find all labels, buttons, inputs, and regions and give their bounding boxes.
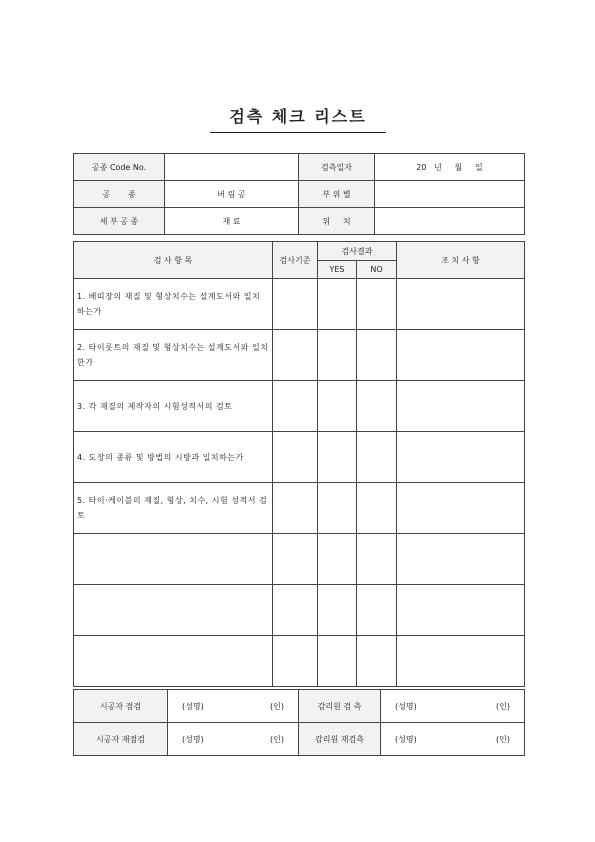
table-row (74, 483, 525, 534)
standard-cell[interactable] (273, 432, 318, 483)
sub-work-label: 세 부 공 종 (74, 208, 165, 235)
work-type-label: 공 종 (74, 181, 165, 208)
seal-label: (인) (270, 701, 284, 711)
action-cell[interactable] (397, 432, 525, 483)
signature-row-1 (74, 690, 525, 723)
standard-cell[interactable] (273, 330, 318, 381)
yes-cell[interactable] (318, 381, 357, 432)
table-row (74, 279, 525, 330)
checklist-item-text: 2. 타이롯트의 재질 및 형상치수는 설계도서와 일치한가 (74, 330, 273, 381)
checklist-item-text (74, 585, 273, 636)
yes-cell[interactable] (318, 534, 357, 585)
supervisor-reinspect-sign[interactable] (381, 723, 525, 756)
supervisor-inspect-label: 감리원 검 측 (299, 690, 381, 723)
action-cell[interactable] (397, 381, 525, 432)
standard-cell[interactable] (273, 534, 318, 585)
no-cell[interactable] (357, 279, 397, 330)
work-type-value[interactable]: 버 림 공 (165, 181, 299, 208)
no-cell[interactable] (357, 534, 397, 585)
checklist-header-row (74, 242, 525, 261)
page-title: 검측 체크 리스트 (210, 104, 386, 133)
yes-cell[interactable] (318, 636, 357, 687)
work-code-value[interactable] (165, 154, 299, 181)
sign-name-label: (성명) (395, 701, 417, 711)
signature-row-2 (74, 723, 525, 756)
seal-label: (인) (270, 734, 284, 744)
standard-cell[interactable] (273, 585, 318, 636)
info-row-code (74, 154, 525, 181)
contractor-recheck-sign[interactable] (168, 723, 299, 756)
table-row (74, 585, 525, 636)
checklist-body (74, 279, 525, 687)
action-cell[interactable] (397, 534, 525, 585)
action-cell[interactable] (397, 279, 525, 330)
table-row (74, 636, 525, 687)
no-cell[interactable] (357, 432, 397, 483)
sign-name-label: (성명) (182, 701, 204, 711)
action-cell[interactable] (397, 483, 525, 534)
checklist-item-text (74, 534, 273, 585)
checklist-item-text: 5. 타이·케이블의 재질, 형상, 치수, 시험 성적서 검토 (74, 483, 273, 534)
standard-cell[interactable] (273, 381, 318, 432)
no-cell[interactable] (357, 585, 397, 636)
yes-cell[interactable] (318, 483, 357, 534)
action-cell[interactable] (397, 330, 525, 381)
header-item: 검 사 항 목 (74, 242, 273, 279)
header-yes: YES (318, 261, 357, 279)
sub-work-value[interactable]: 재 료 (165, 208, 299, 235)
no-cell[interactable] (357, 330, 397, 381)
inspection-date-value[interactable]: 20 년 월 일 (375, 154, 525, 181)
table-row (74, 534, 525, 585)
table-row (74, 330, 525, 381)
no-cell[interactable] (357, 381, 397, 432)
action-cell[interactable] (397, 585, 525, 636)
yes-cell[interactable] (318, 330, 357, 381)
contractor-check-label: 시공자 점검 (74, 690, 168, 723)
table-row (74, 432, 525, 483)
table-row (74, 381, 525, 432)
checklist-item-text: 1. 배띠장의 재질 및 형상치수는 설계도서와 일치 하는가 (74, 279, 273, 330)
supervisor-reinspect-label: 감리원 재검측 (299, 723, 381, 756)
location-label: 위 치 (299, 208, 375, 235)
header-standard: 검사기준 (273, 242, 318, 279)
standard-cell[interactable] (273, 279, 318, 330)
info-row-sub-work (74, 208, 525, 235)
work-code-label: 공종 Code No. (74, 154, 165, 181)
contractor-check-sign[interactable] (168, 690, 299, 723)
part-value[interactable] (375, 181, 525, 208)
no-cell[interactable] (357, 483, 397, 534)
checklist-item-text: 3. 각 재질의 제작자의 시험성적서의 검토 (74, 381, 273, 432)
signature-table (73, 689, 525, 756)
sign-name-label: (성명) (182, 734, 204, 744)
supervisor-inspect-sign[interactable] (381, 690, 525, 723)
location-value[interactable] (375, 208, 525, 235)
header-no: NO (357, 261, 397, 279)
checklist-item-text: 4. 도장의 종류 및 방법의 시방과 일치하는가 (74, 432, 273, 483)
seal-label: (인) (496, 734, 510, 744)
yes-cell[interactable] (318, 279, 357, 330)
no-cell[interactable] (357, 636, 397, 687)
header-action: 조 치 사 항 (397, 242, 525, 279)
header-result: 검사결과 (318, 242, 397, 261)
inspection-date-label: 검측일자 (299, 154, 375, 181)
yes-cell[interactable] (318, 585, 357, 636)
yes-cell[interactable] (318, 432, 357, 483)
action-cell[interactable] (397, 636, 525, 687)
checklist-table (73, 241, 525, 687)
contractor-recheck-label: 시공자 재점검 (74, 723, 168, 756)
checklist-item-text (74, 636, 273, 687)
standard-cell[interactable] (273, 483, 318, 534)
info-table (73, 153, 525, 235)
standard-cell[interactable] (273, 636, 318, 687)
sign-name-label: (성명) (395, 734, 417, 744)
info-row-work-type (74, 181, 525, 208)
part-label: 부 위 별 (299, 181, 375, 208)
seal-label: (인) (496, 701, 510, 711)
